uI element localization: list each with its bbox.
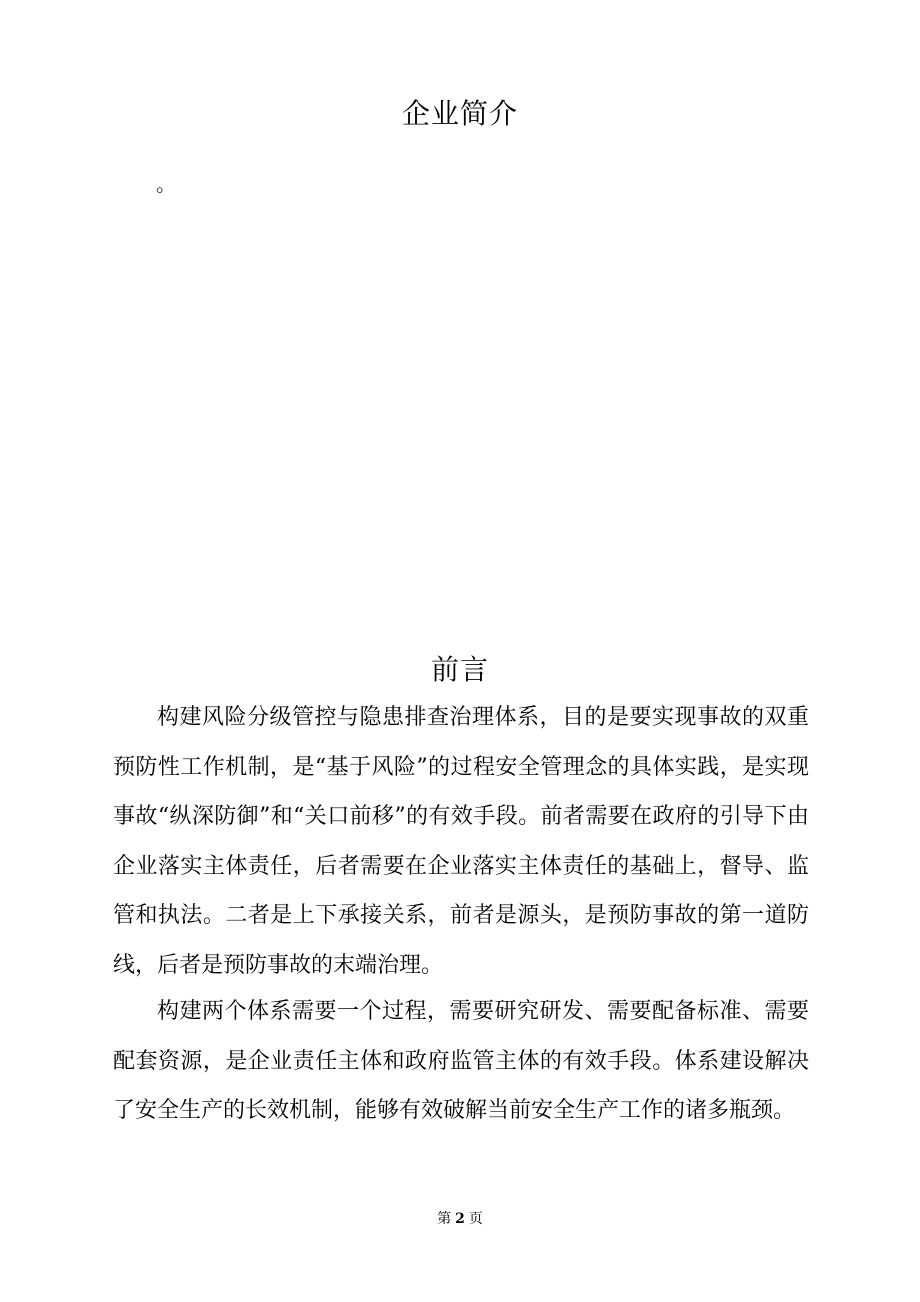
- preface-title: 前言: [430, 653, 489, 686]
- preface-paragraph-1: 构建风险分级管控与隐患排查治理体系，目的是要实现事故的双重预防性工作机制，是“基于风险”的过程安全管理念的具体实践，是实现事故“纵深防御”和“关口前移”的有效手段。前者需要在政府的引导下由企业落实主体责任，后者需要在企业落实主体责任的基础上，督导、监管和执法。二者是上下承接关系，前者是源头，是预防事故的第一道防线，后者是预防事故的末端治理。: [113, 705, 809, 978]
- page-number: 2: [455, 1211, 465, 1227]
- footer-prefix: 第: [437, 1211, 452, 1227]
- intro-placeholder-text: 。: [156, 172, 176, 196]
- page-footer: [0, 1208, 920, 1228]
- preface-paragraph-2: 构建两个体系需要一个过程，需要研究研发、需要配备标准、需要配套资源，是企业责任主体和政府监管主体的有效手段。体系建设解决了安全生产的长效机制，能够有效破解当前安全生产工作的诸多瓶颈。: [113, 999, 809, 1123]
- intro-title: 企业简介: [401, 97, 518, 130]
- footer-suffix: 页: [468, 1211, 483, 1227]
